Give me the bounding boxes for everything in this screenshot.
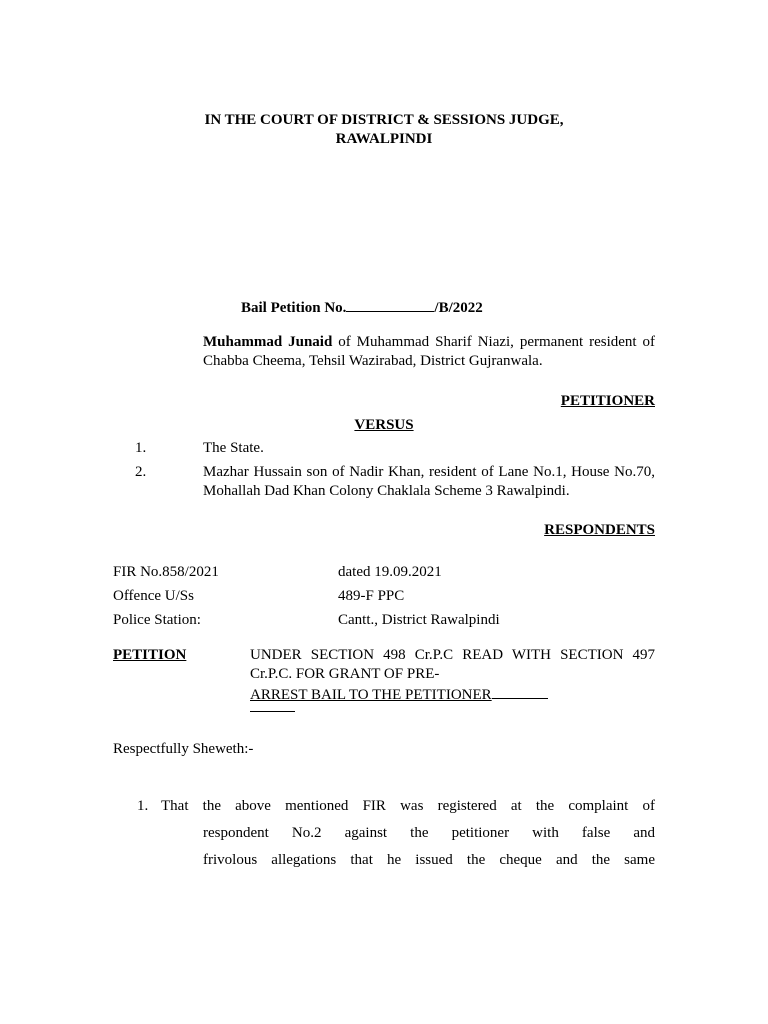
petition-label: PETITION xyxy=(113,647,187,663)
offence-value: 489-F PPC xyxy=(338,588,405,604)
fir-date-value: dated 19.09.2021 xyxy=(338,564,442,580)
court-title-line2: RAWALPINDI xyxy=(335,131,433,147)
paragraph-1-line1 xyxy=(113,793,655,820)
bail-petition-number xyxy=(241,297,483,318)
respondent-1-number: 1. xyxy=(135,440,147,456)
respondent-2-number: 2. xyxy=(135,464,147,480)
bail-petition-prefix: Bail Petition No. xyxy=(241,300,347,316)
respondent-1-text: The State. xyxy=(203,440,264,456)
petition-text-line1: UNDER SECTION 498 Cr.P.C READ WITH SECTION 497 Cr.P.C. FOR GRANT OF PRE- xyxy=(250,647,655,682)
respondents-role: RESPONDENTS xyxy=(544,522,655,538)
petition-text-line2: ARREST BAIL TO THE PETITIONER xyxy=(250,687,492,703)
offence-label: Offence U/Ss xyxy=(113,588,194,604)
petition-underline-blank xyxy=(492,684,548,699)
petition-short-underline xyxy=(250,711,295,712)
court-title-line1: IN THE COURT OF DISTRICT & SESSIONS JUDGE, xyxy=(204,112,564,128)
paragraph-1-number: 1. xyxy=(137,798,149,814)
versus-heading: VERSUS xyxy=(354,417,414,433)
police-station-label: Police Station: xyxy=(113,612,201,628)
petitioner-details xyxy=(203,333,655,371)
petition-text xyxy=(250,646,655,705)
salutation: Respectfully Sheweth:- xyxy=(113,741,254,757)
paragraph-1-line3: frivolous allegations that he issued the cheque and the same xyxy=(203,852,655,868)
fir-number-label: FIR No.858/2021 xyxy=(113,564,219,580)
paragraph-1-line1-text: That the above mentioned FIR was registered at the complaint of xyxy=(161,798,655,814)
paragraph-1-line2: respondent No.2 against the petitioner with false and xyxy=(203,825,655,841)
respondent-2-text: Mazhar Hussain son of Nadir Khan, resident of Lane No.1, House No.70, Mohallah Dad Khan Colony Chaklala Scheme 3 Rawalpindi. xyxy=(203,464,655,499)
petitioner-role: PETITIONER xyxy=(560,393,655,409)
petitioner-description: of Muhammad Sharif Niazi, permanent resident of Chabba Cheema, Tehsil Wazirabad, District Gujranwala. xyxy=(203,334,656,369)
bail-number-blank xyxy=(346,297,434,312)
bail-petition-suffix: /B/2022 xyxy=(434,300,483,316)
paragraph-1 xyxy=(113,793,655,874)
police-station-value: Cantt., District Rawalpindi xyxy=(338,612,500,628)
petitioner-name: Muhammad Junaid xyxy=(203,334,333,350)
court-title xyxy=(0,111,768,149)
